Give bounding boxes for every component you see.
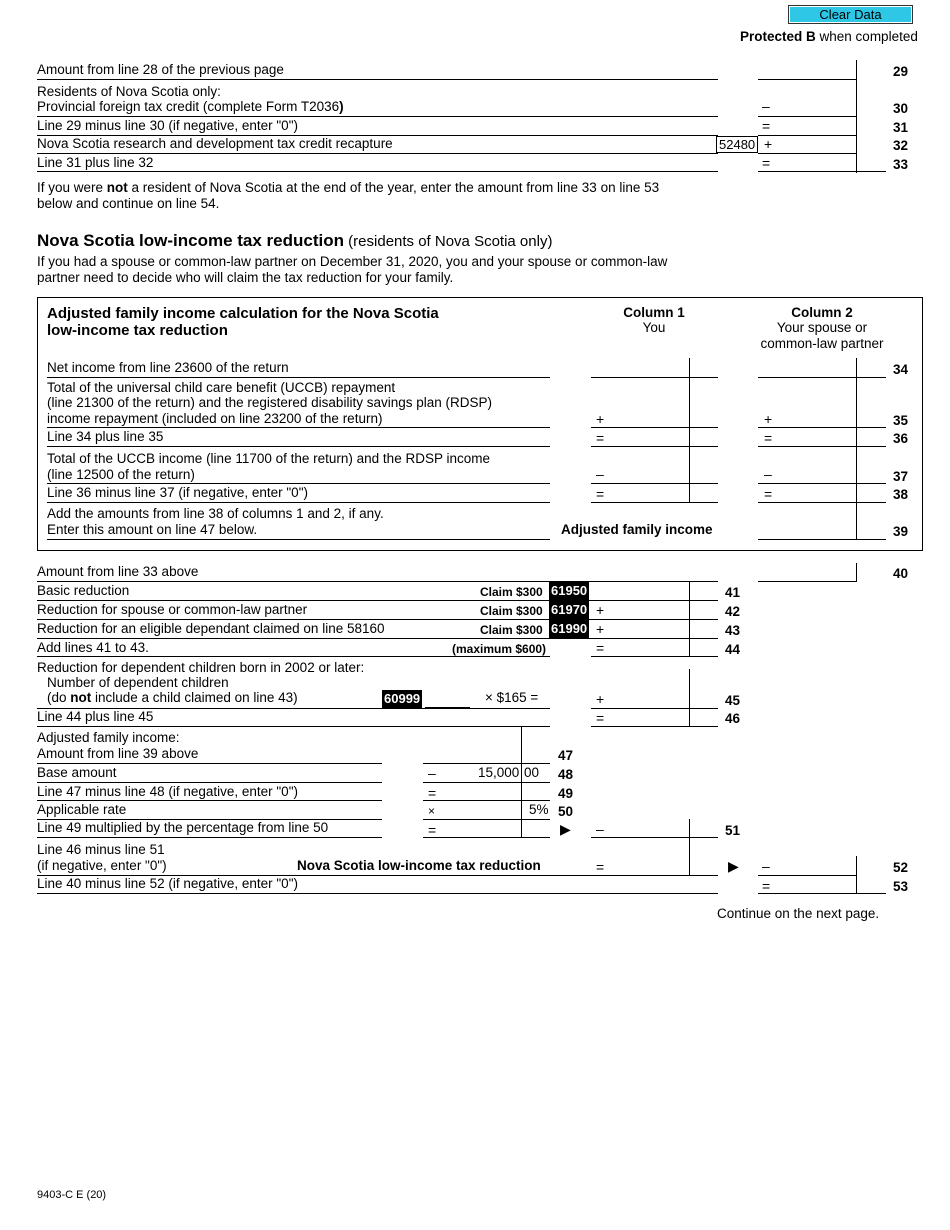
divider [689, 837, 690, 875]
line-number-40: 40 [893, 566, 909, 581]
line-43-code: 61990 [551, 621, 588, 636]
line-40-input[interactable] [760, 564, 856, 582]
section-title [37, 231, 552, 252]
equals-sign: = [596, 640, 605, 656]
line-number-31: 31 [893, 120, 909, 135]
line-number-47: 47 [558, 748, 574, 763]
form-identifier: 9403-C E (20) [37, 1189, 107, 1201]
box-heading-2: low-income tax reduction [47, 322, 228, 339]
line-35-label-b: (line 21300 of the return) and the registered disability savings plan (RDSP) [47, 395, 492, 410]
line-number-29: 29 [893, 64, 909, 79]
divider [591, 483, 718, 484]
line-42-input[interactable] [607, 602, 689, 620]
line-41-input[interactable] [607, 583, 689, 601]
continue-note: Continue on the next page. [717, 906, 880, 921]
divider [37, 116, 718, 117]
divider [423, 782, 550, 783]
line-37-label-a: Total of the UCCB income (line 11700 of the return) and the RDSP income [47, 451, 490, 466]
line-number-45: 45 [725, 693, 741, 708]
line-43-label: Reduction for an eligible dependant claimed on line 58160 [37, 621, 385, 636]
line-53-label: Line 40 minus line 52 (if negative, enter "0") [37, 876, 298, 891]
divider [689, 669, 690, 726]
line-32-input[interactable] [777, 136, 857, 154]
divider [37, 726, 550, 727]
clear-data-button[interactable]: Clear Data [788, 5, 913, 24]
line-53-input[interactable] [775, 877, 857, 895]
equals-sign: = [428, 822, 437, 838]
column-2-subtitle-1: Your spouse or [776, 320, 868, 335]
times-sign: × [428, 804, 436, 818]
line-number-53: 53 [893, 879, 909, 894]
divider [591, 726, 718, 727]
column-2-title: Column 2 [791, 305, 853, 320]
line-34-col1-input[interactable] [593, 360, 689, 378]
line-38-label: Line 36 minus line 37 (if negative, enter "0") [47, 485, 308, 500]
box-heading-1: Adjusted family income calculation for the Nova Scotia [47, 305, 439, 322]
divider [47, 427, 550, 428]
protected-rest: when completed [815, 29, 918, 44]
line-45-code: 60999 [384, 691, 421, 706]
line-number-36: 36 [893, 431, 909, 446]
line-30-label-b [37, 99, 344, 115]
line-number-34: 34 [893, 362, 909, 377]
minus-sign: – [428, 765, 436, 781]
section-title-bold: Nova Scotia low-income tax reduction [37, 231, 345, 250]
line-39-label-a: Add the amounts from line 38 of columns 1 and 2, if any. [47, 506, 384, 521]
divider [758, 502, 886, 503]
column-2-subtitle-2: common-law partner [760, 336, 884, 351]
line-number-33: 33 [893, 157, 909, 172]
divider [591, 656, 718, 657]
minus-sign: – [596, 466, 604, 482]
divider [856, 563, 857, 582]
line-number-30: 30 [893, 101, 909, 116]
section-intro-1: If you had a spouse or common-law partner on December 31, 2020, you and your spouse or common-law [37, 254, 668, 269]
plus-sign: + [764, 411, 773, 427]
line-32-label: Nova Scotia research and development tax credit recapture [37, 136, 393, 151]
line-39-input[interactable] [760, 522, 856, 540]
line-50-rate: 5% [529, 802, 549, 817]
line-34-label: Net income from line 23600 of the return [47, 360, 289, 375]
note-bold: not [106, 180, 128, 195]
equals-sign: = [596, 430, 605, 446]
line-number-43: 43 [725, 623, 741, 638]
divider [37, 581, 718, 582]
line-32-code: 52480 [716, 136, 758, 153]
plus-sign: + [596, 602, 605, 618]
equals-sign: = [764, 430, 773, 446]
divider [758, 483, 886, 484]
divider [423, 800, 550, 801]
equals-sign: = [762, 118, 771, 134]
line-49-label: Line 47 minus line 48 (if negative, enter "0") [37, 784, 298, 799]
line-45-label-c-bold: not [70, 690, 92, 705]
non-resident-note [37, 180, 659, 196]
equals-sign: = [596, 859, 605, 875]
claim-label: Claim $300 [480, 604, 543, 618]
minus-sign: – [596, 821, 604, 837]
equals-sign: = [762, 155, 771, 171]
line-30-label-a: Residents of Nova Scotia only: [37, 84, 221, 99]
section-intro-2: partner need to decide who will claim the tax reduction for your family. [37, 270, 454, 285]
line-52-label-a: Line 46 minus line 51 [37, 842, 165, 857]
line-45-label-c [47, 690, 298, 706]
minus-sign: – [764, 466, 772, 482]
arrow-right-icon: ▶ [560, 821, 571, 837]
equals-sign: = [762, 878, 771, 894]
equals-sign: = [764, 486, 773, 502]
line-number-37: 37 [893, 469, 909, 484]
divider [37, 153, 718, 154]
divider [689, 358, 690, 503]
line-51-label: Line 49 multiplied by the percentage from line 50 [37, 820, 329, 835]
line-number-35: 35 [893, 413, 909, 428]
divider [591, 502, 718, 503]
plus-sign: + [596, 411, 605, 427]
line-29-label: Amount from line 28 of the previous page [37, 62, 284, 77]
line-50-label: Applicable rate [37, 802, 127, 817]
claim-label: Claim $300 [480, 585, 543, 599]
equals-sign: = [596, 486, 605, 502]
divider [37, 893, 718, 894]
line-33-label: Line 31 plus line 32 [37, 155, 154, 170]
line-48-value: 15,000 [478, 765, 520, 780]
line-47-input[interactable] [440, 746, 522, 764]
equals-sign: = [428, 785, 437, 801]
line-number-38: 38 [893, 487, 909, 502]
divider [591, 446, 718, 447]
line-42-label: Reduction for spouse or common-law partner [37, 602, 308, 617]
column-1-subtitle: You [642, 320, 666, 335]
line-45-multiplier: × $165 = [485, 690, 539, 705]
line-36-label: Line 34 plus line 35 [47, 429, 164, 444]
line-number-44: 44 [725, 642, 741, 657]
line-35-label-a: Total of the universal child care benefit (UCCB) repayment [47, 380, 396, 395]
equals-sign: = [596, 710, 605, 726]
divider [423, 819, 550, 820]
divider [856, 358, 857, 503]
non-resident-note-line2: below and continue on line 54. [37, 196, 220, 211]
line-30-label-paren: ) [339, 99, 344, 114]
divider [37, 782, 382, 783]
line-number-42: 42 [725, 604, 741, 619]
line-number-41: 41 [725, 585, 741, 600]
line-35-label-c: income repayment (included on line 23200 of the return) [47, 411, 383, 426]
section-title-suffix: (residents of Nova Scotia only) [344, 233, 553, 250]
arrow-right-icon: ▶ [728, 858, 739, 874]
line-37-label-b: (line 12500 of the return) [47, 467, 195, 482]
line-47-label-a: Adjusted family income: [37, 730, 180, 745]
divider [47, 446, 550, 447]
line-39-label-b: Enter this amount on line 47 below. [47, 522, 258, 537]
line-number-50: 50 [558, 804, 574, 819]
line-number-32: 32 [893, 138, 909, 153]
divider [856, 503, 857, 540]
divider [47, 483, 550, 484]
line-34-col2-input[interactable] [760, 360, 856, 378]
plus-sign: + [764, 136, 773, 152]
line-45-label-c1: (do [47, 690, 71, 705]
line-45-label-b: Number of dependent children [47, 675, 229, 690]
line-40-label: Amount from line 33 above [37, 564, 199, 579]
line-number-51: 51 [725, 823, 741, 838]
line-45-label-a: Reduction for dependent children born in 2002 or later: [37, 660, 365, 675]
claim-label: Claim $300 [480, 623, 543, 637]
minus-sign: – [762, 98, 770, 114]
divider [47, 377, 550, 378]
plus-sign: + [596, 691, 605, 707]
line-31-label: Line 29 minus line 30 (if negative, enter "0") [37, 118, 298, 133]
line-44-maximum: (maximum $600) [452, 642, 547, 656]
line-48-cents: 00 [524, 765, 540, 780]
divider [591, 427, 718, 428]
line-45-label-c2: include a child claimed on line 43) [91, 690, 298, 705]
line-43-input[interactable] [607, 621, 689, 639]
note-part1: If you were [37, 180, 107, 195]
divider [37, 837, 382, 838]
adjusted-family-income-label: Adjusted family income [561, 522, 713, 537]
divider [37, 171, 718, 172]
line-number-46: 46 [725, 711, 741, 726]
line-52-label-b: (if negative, enter "0") [37, 858, 167, 873]
protected-status [740, 29, 918, 45]
divider [37, 79, 718, 80]
line-30-input[interactable] [775, 99, 857, 117]
line-47-label-b: Amount from line 39 above [37, 746, 199, 761]
divider [758, 427, 886, 428]
divider [37, 800, 382, 801]
divider [758, 446, 886, 447]
line-44-label: Add lines 41 to 43. [37, 640, 149, 655]
line-number-49: 49 [558, 786, 574, 801]
plus-sign: + [596, 621, 605, 637]
line-45-input[interactable] [607, 691, 689, 709]
divider [758, 171, 886, 172]
divider [423, 837, 550, 838]
divider [37, 763, 382, 764]
line-48-label: Base amount [37, 765, 117, 780]
line-41-code: 61950 [551, 583, 588, 598]
line-number-39: 39 [893, 524, 909, 539]
divider [689, 819, 690, 837]
line-42-code: 61970 [551, 602, 588, 617]
line-30-label-text: Provincial foreign tax credit (complete Form T2036 [37, 99, 340, 114]
dependent-children-count-input[interactable] [427, 690, 471, 708]
divider [591, 837, 718, 838]
line-46-label: Line 44 plus line 45 [37, 709, 154, 724]
divider [47, 539, 550, 540]
protected-bold: Protected B [740, 29, 816, 44]
note-part2: a resident of Nova Scotia at the end of the year, enter the amount from line 33 on line 53 [127, 180, 660, 195]
line-number-52: 52 [893, 860, 909, 875]
low-income-reduction-label: Nova Scotia low-income tax reduction [297, 858, 541, 873]
line-52-input[interactable] [777, 858, 857, 876]
line-number-48: 48 [558, 767, 574, 782]
divider [47, 502, 550, 503]
line-41-label: Basic reduction [37, 583, 130, 598]
divider [37, 656, 550, 657]
line-29-input[interactable] [760, 62, 856, 80]
column-1-title: Column 1 [623, 305, 685, 320]
minus-sign: – [762, 858, 770, 874]
